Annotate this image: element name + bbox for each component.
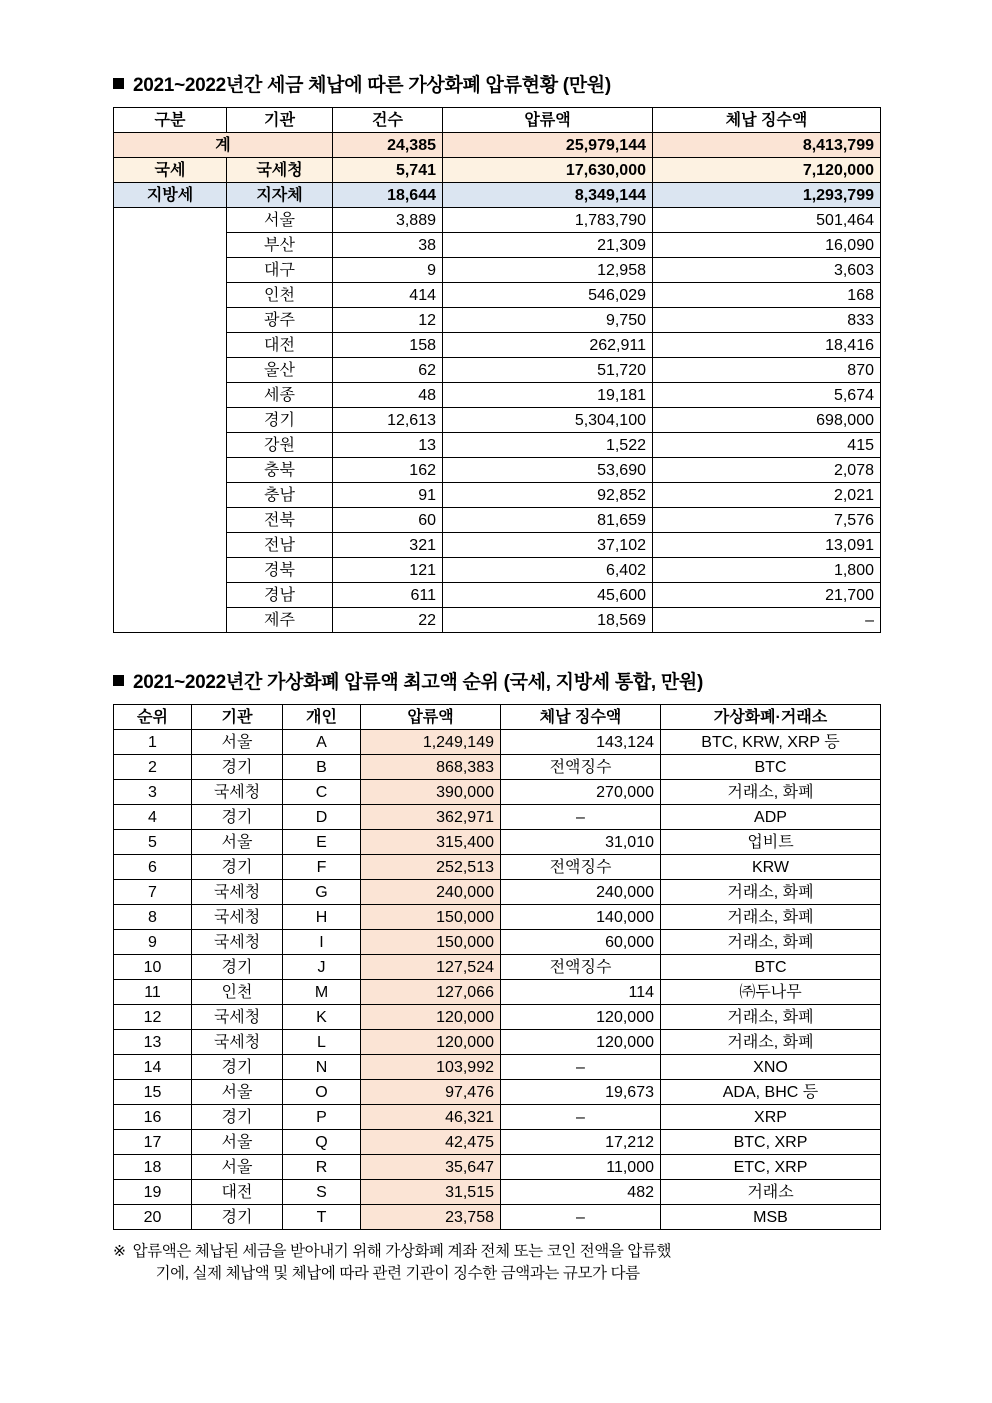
- cell-agency: 서울: [192, 830, 283, 855]
- footnote-mark: ※: [113, 1243, 126, 1260]
- cell-asset: XNO: [661, 1055, 881, 1080]
- cell-collected: 2,021: [653, 483, 881, 508]
- cell-seizure: 6,402: [443, 558, 653, 583]
- cell-seizure: 5,304,100: [443, 408, 653, 433]
- cell-agency: 경기: [227, 408, 333, 433]
- cell-asset: 거래소: [661, 1180, 881, 1205]
- cell-agency: 경기: [192, 855, 283, 880]
- cell-collected: 1,800: [653, 558, 881, 583]
- col-header-rank: 순위: [114, 705, 192, 730]
- cell-seizure: 12,958: [443, 258, 653, 283]
- col-header-agency: 기관: [192, 705, 283, 730]
- cell-collected: 16,090: [653, 233, 881, 258]
- table-row: [114, 283, 881, 308]
- cell-count: 62: [333, 358, 443, 383]
- table-row: [114, 208, 881, 233]
- table-row: [114, 1055, 881, 1080]
- cell-person: K: [283, 1005, 361, 1030]
- cell-collected: 5,674: [653, 383, 881, 408]
- table-row: [114, 1105, 881, 1130]
- table-row: [114, 233, 881, 258]
- cell-seizure: 252,513: [361, 855, 501, 880]
- footnote-line2: 기에, 실제 체납액 및 체납에 따라 관련 기관이 징수한 금액과는 규모가 다름: [155, 1265, 640, 1283]
- cell-count: 121: [333, 558, 443, 583]
- cell-seizure: 315,400: [361, 830, 501, 855]
- cell-seizure: 19,181: [443, 383, 653, 408]
- cell-rank: 10: [114, 955, 192, 980]
- cell-agency: 제주: [227, 608, 333, 633]
- col-header-seizure: 압류액: [361, 705, 501, 730]
- cell-asset: 업비트: [661, 830, 881, 855]
- cell-division: 지방세: [114, 183, 227, 208]
- cell-rank: 17: [114, 1130, 192, 1155]
- cell-agency: 충남: [227, 483, 333, 508]
- cell-agency: 경북: [227, 558, 333, 583]
- cell-person: T: [283, 1205, 361, 1230]
- cell-collected: 7,576: [653, 508, 881, 533]
- cell-agency: 인천: [192, 980, 283, 1005]
- col-header-asset: 가상화폐·거래소: [661, 705, 881, 730]
- cell-seizure: 150,000: [361, 905, 501, 930]
- table-header-row: [114, 108, 881, 133]
- table-header-row: [114, 705, 881, 730]
- cell-collected: 140,000: [501, 905, 661, 930]
- col-header-person: 개인: [283, 705, 361, 730]
- table-row: [114, 358, 881, 383]
- cell-seizure: 120,000: [361, 1005, 501, 1030]
- cell-agency: 서울: [192, 1155, 283, 1180]
- top20-seizure-table: [113, 704, 881, 1230]
- cell-asset: BTC: [661, 755, 881, 780]
- cell-agency: 서울: [192, 1130, 283, 1155]
- bullet-square-icon: [113, 78, 124, 89]
- cell-seizure: 92,852: [443, 483, 653, 508]
- cell-agency: 대전: [192, 1180, 283, 1205]
- cell-person: C: [283, 780, 361, 805]
- cell-agency: 서울: [192, 730, 283, 755]
- cell-seizure: 35,647: [361, 1155, 501, 1180]
- table-row: [114, 183, 881, 208]
- table-row: [114, 880, 881, 905]
- cell-count: 24,385: [333, 133, 443, 158]
- table-row: [114, 508, 881, 533]
- cell-person: B: [283, 755, 361, 780]
- cell-agency: 서울: [227, 208, 333, 233]
- cell-collected: 17,212: [501, 1130, 661, 1155]
- cell-person: F: [283, 855, 361, 880]
- cell-collected: 8,413,799: [653, 133, 881, 158]
- footnote: [113, 1241, 897, 1286]
- cell-collected: 2,078: [653, 458, 881, 483]
- cell-person: H: [283, 905, 361, 930]
- cell-agency: 광주: [227, 308, 333, 333]
- cell-count: 38: [333, 233, 443, 258]
- cell-agency: 경기: [192, 805, 283, 830]
- cell-person: P: [283, 1105, 361, 1130]
- cell-person: A: [283, 730, 361, 755]
- cell-asset: ETC, XRP: [661, 1155, 881, 1180]
- cell-collected: 482: [501, 1180, 661, 1205]
- cell-collected: 7,120,000: [653, 158, 881, 183]
- cell-rank: 5: [114, 830, 192, 855]
- cell-rank: 16: [114, 1105, 192, 1130]
- cell-agency: 대구: [227, 258, 333, 283]
- cell-person: G: [283, 880, 361, 905]
- cell-collected: 270,000: [501, 780, 661, 805]
- cell-count: 13: [333, 433, 443, 458]
- cell-agency: 서울: [192, 1080, 283, 1105]
- cell-division: 국세: [114, 158, 227, 183]
- cell-collected: –: [501, 1055, 661, 1080]
- table-row: [114, 830, 881, 855]
- cell-agency: 경기: [192, 1205, 283, 1230]
- cell-collected: 143,124: [501, 730, 661, 755]
- cell-rank: 19: [114, 1180, 192, 1205]
- col-header-agency: 기관: [227, 108, 333, 133]
- col-header-collected: 체납 징수액: [501, 705, 661, 730]
- cell-seizure: 25,979,144: [443, 133, 653, 158]
- cell-person: R: [283, 1155, 361, 1180]
- cell-agency: 경기: [192, 1055, 283, 1080]
- cell-collected: 833: [653, 308, 881, 333]
- cell-seizure: 362,971: [361, 805, 501, 830]
- cell-agency: 전북: [227, 508, 333, 533]
- cell-collected: 전액징수: [501, 855, 661, 880]
- cell-count: 611: [333, 583, 443, 608]
- cell-collected: 114: [501, 980, 661, 1005]
- cell-seizure: 1,522: [443, 433, 653, 458]
- cell-seizure: 120,000: [361, 1030, 501, 1055]
- cell-count: 12,613: [333, 408, 443, 433]
- cell-seizure: 53,690: [443, 458, 653, 483]
- table-row: [114, 433, 881, 458]
- cell-collected: 21,700: [653, 583, 881, 608]
- table-row: [114, 905, 881, 930]
- cell-count: 91: [333, 483, 443, 508]
- cell-asset: 거래소, 화폐: [661, 930, 881, 955]
- cell-seizure: 240,000: [361, 880, 501, 905]
- cell-seizure: 21,309: [443, 233, 653, 258]
- cell-person: L: [283, 1030, 361, 1055]
- cell-count: 5,741: [333, 158, 443, 183]
- cell-asset: ㈜두나무: [661, 980, 881, 1005]
- cell-collected: 전액징수: [501, 955, 661, 980]
- table-row: [114, 1205, 881, 1230]
- cell-asset: XRP: [661, 1105, 881, 1130]
- section1-title: [113, 70, 897, 97]
- cell-count: 321: [333, 533, 443, 558]
- cell-agency: 강원: [227, 433, 333, 458]
- cell-seizure: 18,569: [443, 608, 653, 633]
- cell-agency: 세종: [227, 383, 333, 408]
- cell-person: N: [283, 1055, 361, 1080]
- table-row: [114, 258, 881, 283]
- cell-seizure: 45,600: [443, 583, 653, 608]
- cell-seizure: 546,029: [443, 283, 653, 308]
- cell-person: J: [283, 955, 361, 980]
- cell-seizure: 81,659: [443, 508, 653, 533]
- cell-count: 414: [333, 283, 443, 308]
- cell-seizure: 51,720: [443, 358, 653, 383]
- cell-seizure: 42,475: [361, 1130, 501, 1155]
- table-row: [114, 730, 881, 755]
- cell-collected: 870: [653, 358, 881, 383]
- cell-agency: 국세청: [192, 1030, 283, 1055]
- cell-rank: 7: [114, 880, 192, 905]
- cell-seizure: 17,630,000: [443, 158, 653, 183]
- cell-agency: 경기: [192, 955, 283, 980]
- table-row: [114, 980, 881, 1005]
- cell-collected: –: [653, 608, 881, 633]
- cell-agency: 경기: [192, 1105, 283, 1130]
- cell-count: 60: [333, 508, 443, 533]
- cell-seizure: 23,758: [361, 1205, 501, 1230]
- table-row: [114, 755, 881, 780]
- cell-collected: 415: [653, 433, 881, 458]
- cell-seizure: 127,524: [361, 955, 501, 980]
- table-row: [114, 1155, 881, 1180]
- cell-count: 48: [333, 383, 443, 408]
- cell-collected: 501,464: [653, 208, 881, 233]
- cell-collected: 31,010: [501, 830, 661, 855]
- cell-person: D: [283, 805, 361, 830]
- cell-seizure: 262,911: [443, 333, 653, 358]
- cell-rank: 2: [114, 755, 192, 780]
- section-gap: [113, 633, 897, 667]
- cell-agency: 부산: [227, 233, 333, 258]
- table-row: [114, 133, 881, 158]
- table-row: [114, 408, 881, 433]
- cell-agency: 대전: [227, 333, 333, 358]
- cell-seizure: 1,783,790: [443, 208, 653, 233]
- cell-collected: –: [501, 805, 661, 830]
- table-row: [114, 1030, 881, 1055]
- cell-asset: KRW: [661, 855, 881, 880]
- cell-asset: 거래소, 화폐: [661, 880, 881, 905]
- table-row: [114, 583, 881, 608]
- cell-collected: –: [501, 1105, 661, 1130]
- table-row: [114, 1130, 881, 1155]
- section2-title: [113, 667, 897, 694]
- table-row: [114, 780, 881, 805]
- table-row: [114, 333, 881, 358]
- cell-collected: 698,000: [653, 408, 881, 433]
- cell-rank: 8: [114, 905, 192, 930]
- cell-agency: 국세청: [192, 780, 283, 805]
- section1-title-text: 2021~2022년간 세금 체납에 따른 가상화폐 압류현황 (만원): [133, 75, 611, 96]
- cell-rank: 14: [114, 1055, 192, 1080]
- cell-asset: ADP: [661, 805, 881, 830]
- cell-collected: 120,000: [501, 1005, 661, 1030]
- col-header-collected: 체납 징수액: [653, 108, 881, 133]
- table-row: [114, 483, 881, 508]
- footnote-line1: 압류액은 체납된 세금을 받아내기 위해 가상화폐 계좌 전체 또는 코인 전액을 압류했: [132, 1243, 672, 1260]
- cell-asset: BTC, XRP: [661, 1130, 881, 1155]
- cell-seizure: 31,515: [361, 1180, 501, 1205]
- col-header-division: 구분: [114, 108, 227, 133]
- table-row: [114, 558, 881, 583]
- cell-seizure: 8,349,144: [443, 183, 653, 208]
- cell-count: 9: [333, 258, 443, 283]
- cell-rank: 4: [114, 805, 192, 830]
- cell-collected: 60,000: [501, 930, 661, 955]
- cell-count: 3,889: [333, 208, 443, 233]
- cell-collected: 13,091: [653, 533, 881, 558]
- cell-collected: 168: [653, 283, 881, 308]
- cell-asset: 거래소, 화폐: [661, 905, 881, 930]
- cell-seizure: 37,102: [443, 533, 653, 558]
- cell-agency: 인천: [227, 283, 333, 308]
- table-row: [114, 608, 881, 633]
- cell-agency: 국세청: [227, 158, 333, 183]
- table-row: [114, 533, 881, 558]
- table-row: [114, 458, 881, 483]
- cell-asset: MSB: [661, 1205, 881, 1230]
- cell-division: 계: [114, 133, 333, 158]
- cell-agency: 국세청: [192, 930, 283, 955]
- table-row: [114, 1005, 881, 1030]
- cell-rank: 20: [114, 1205, 192, 1230]
- cell-person: S: [283, 1180, 361, 1205]
- cell-collected: 240,000: [501, 880, 661, 905]
- cell-seizure: 390,000: [361, 780, 501, 805]
- cell-person: M: [283, 980, 361, 1005]
- cell-rank: 13: [114, 1030, 192, 1055]
- seizure-status-table: [113, 107, 881, 633]
- cell-seizure: 127,066: [361, 980, 501, 1005]
- bullet-square-icon: [113, 675, 124, 686]
- cell-division-blank: [114, 208, 227, 633]
- section2-title-text: 2021~2022년간 가상화폐 압류액 최고액 순위 (국세, 지방세 통합, 만원): [133, 672, 704, 693]
- cell-asset: 거래소, 화폐: [661, 780, 881, 805]
- cell-person: E: [283, 830, 361, 855]
- cell-rank: 12: [114, 1005, 192, 1030]
- table-row: [114, 158, 881, 183]
- cell-asset: BTC, KRW, XRP 등: [661, 730, 881, 755]
- col-header-count: 건수: [333, 108, 443, 133]
- cell-agency: 국세청: [192, 880, 283, 905]
- cell-seizure: 97,476: [361, 1080, 501, 1105]
- table-row: [114, 930, 881, 955]
- cell-collected: 1,293,799: [653, 183, 881, 208]
- cell-rank: 9: [114, 930, 192, 955]
- cell-person: I: [283, 930, 361, 955]
- cell-count: 12: [333, 308, 443, 333]
- cell-collected: –: [501, 1205, 661, 1230]
- cell-collected: 18,416: [653, 333, 881, 358]
- cell-count: 158: [333, 333, 443, 358]
- cell-seizure: 103,992: [361, 1055, 501, 1080]
- cell-rank: 11: [114, 980, 192, 1005]
- cell-seizure: 868,383: [361, 755, 501, 780]
- cell-rank: 15: [114, 1080, 192, 1105]
- cell-agency: 국세청: [192, 905, 283, 930]
- cell-count: 22: [333, 608, 443, 633]
- cell-seizure: 150,000: [361, 930, 501, 955]
- cell-seizure: 1,249,149: [361, 730, 501, 755]
- cell-count: 18,644: [333, 183, 443, 208]
- table-row: [114, 955, 881, 980]
- table-row: [114, 1080, 881, 1105]
- cell-rank: 6: [114, 855, 192, 880]
- footnote-body: [133, 1241, 897, 1286]
- cell-count: 162: [333, 458, 443, 483]
- cell-agency: 경남: [227, 583, 333, 608]
- cell-agency: 국세청: [192, 1005, 283, 1030]
- cell-rank: 3: [114, 780, 192, 805]
- table-row: [114, 383, 881, 408]
- cell-rank: 1: [114, 730, 192, 755]
- cell-agency: 울산: [227, 358, 333, 383]
- cell-asset: 거래소, 화폐: [661, 1030, 881, 1055]
- cell-rank: 18: [114, 1155, 192, 1180]
- cell-person: O: [283, 1080, 361, 1105]
- cell-collected: 11,000: [501, 1155, 661, 1180]
- cell-collected: 19,673: [501, 1080, 661, 1105]
- cell-asset: BTC: [661, 955, 881, 980]
- cell-collected: 120,000: [501, 1030, 661, 1055]
- cell-person: Q: [283, 1130, 361, 1155]
- cell-asset: 거래소, 화폐: [661, 1005, 881, 1030]
- cell-asset: ADA, BHC 등: [661, 1080, 881, 1105]
- cell-collected: 3,603: [653, 258, 881, 283]
- col-header-seizure: 압류액: [443, 108, 653, 133]
- table-row: [114, 805, 881, 830]
- table-row: [114, 855, 881, 880]
- cell-collected: 전액징수: [501, 755, 661, 780]
- cell-agency: 지자체: [227, 183, 333, 208]
- cell-seizure: 46,321: [361, 1105, 501, 1130]
- cell-agency: 경기: [192, 755, 283, 780]
- table-row: [114, 1180, 881, 1205]
- cell-agency: 충북: [227, 458, 333, 483]
- table-row: [114, 308, 881, 333]
- cell-seizure: 9,750: [443, 308, 653, 333]
- cell-agency: 전남: [227, 533, 333, 558]
